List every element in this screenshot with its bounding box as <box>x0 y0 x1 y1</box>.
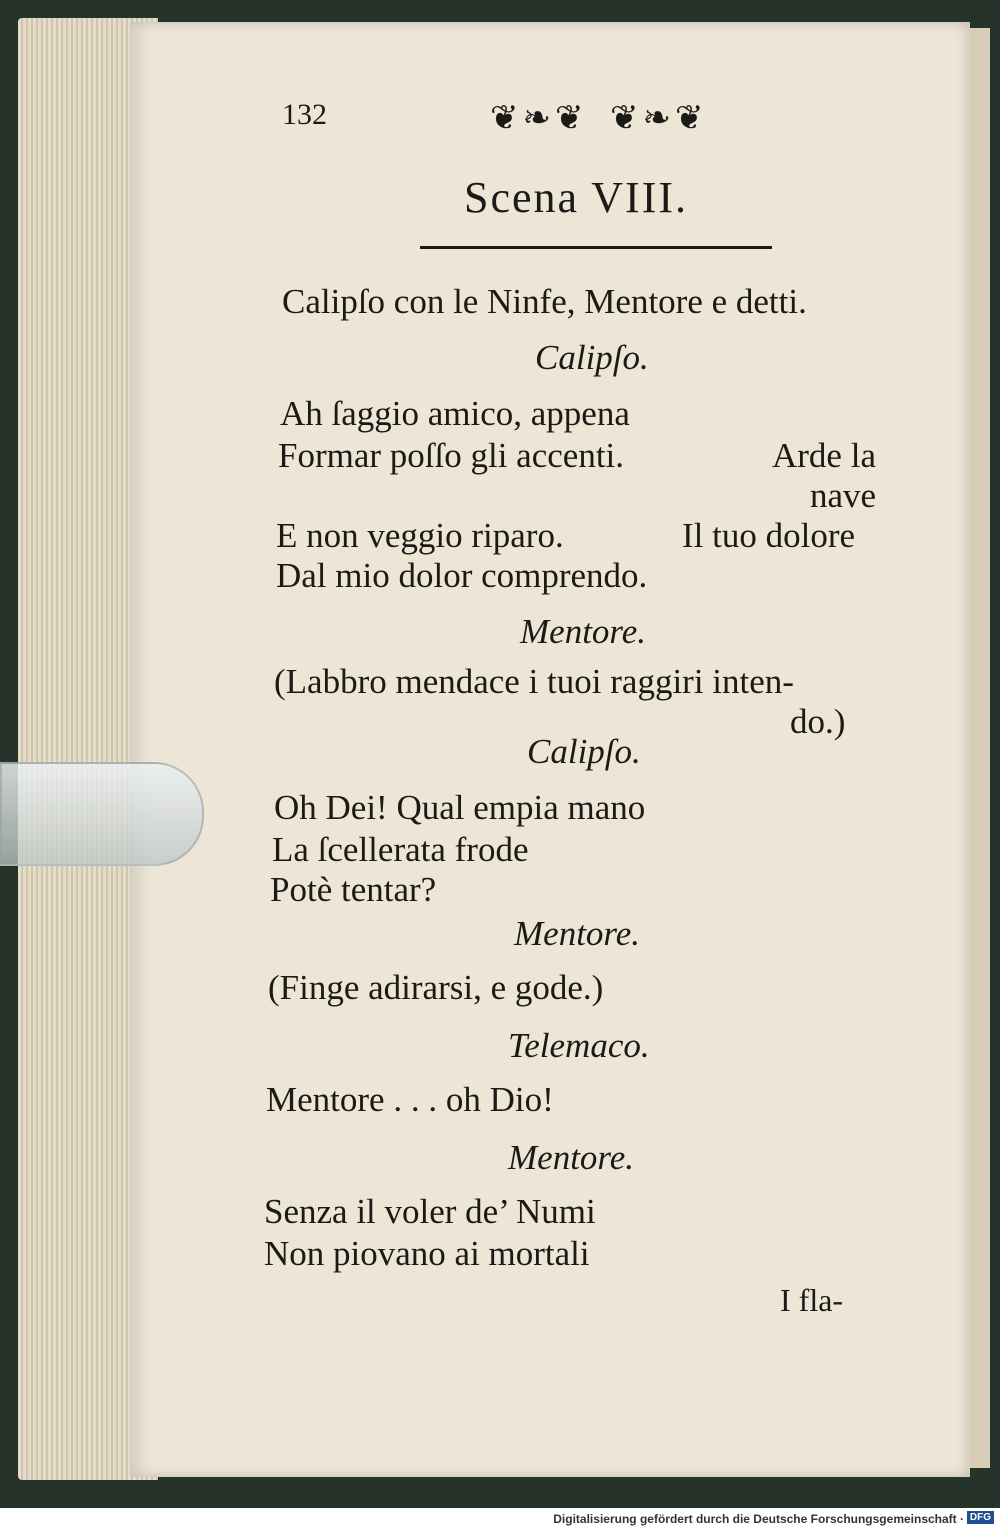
verse-line: nave <box>810 476 877 515</box>
speaker-label: Calipſo. <box>535 338 649 377</box>
verse-line: (Finge adirarsi, e gode.) <box>268 968 604 1007</box>
page-number: 132 <box>282 98 327 131</box>
speaker-label: Mentore. <box>520 612 647 651</box>
footer-credit: Digitalisierung gefördert durch die Deutsche Forschungsgemeinschaft · <box>553 1512 964 1526</box>
verse-line: Mentore . . . oh Dio! <box>266 1080 554 1119</box>
verse-line: Senza il voler de’ Numi <box>264 1192 596 1231</box>
ornament-icon: ❦❧❦ <box>490 100 588 137</box>
verse-line: Potè tentar? <box>270 870 437 909</box>
verse-line: (Labbro mendace i tuoi raggiri inten- <box>274 662 794 701</box>
verse-line: Formar poſſo gli accenti. <box>278 436 625 475</box>
dfg-logo-icon: DFG <box>967 1511 994 1524</box>
speaker-label: Calipſo. <box>527 732 641 771</box>
cast-line: Calipſo con le Ninfe, Mentore e detti. <box>282 282 807 321</box>
verse-line: Arde la <box>772 436 876 475</box>
catchword: I fla- <box>780 1282 844 1318</box>
verse-line: Non piovano ai mortali <box>264 1234 590 1273</box>
verse-line: Il tuo dolore <box>682 516 856 555</box>
verse-line: La ſcellerata frode <box>272 830 529 869</box>
footer-bar <box>0 1508 1000 1531</box>
page-clip <box>0 762 204 866</box>
scene-title: Scena VIII. <box>464 173 688 222</box>
verse-line: do.) <box>790 702 846 741</box>
speaker-label: Telemaco. <box>508 1026 650 1065</box>
speaker-label: Mentore. <box>514 914 641 953</box>
speaker-label: Mentore. <box>508 1138 635 1177</box>
verse-line: E non veggio riparo. <box>276 516 564 555</box>
verse-line: Dal mio dolor comprendo. <box>276 556 648 595</box>
verse-line: Ah ſaggio amico, appena <box>280 394 630 433</box>
title-rule <box>420 246 772 249</box>
ornament-icon: ❦❧❦ <box>610 100 708 137</box>
verse-line: Oh Dei! Qual empia mano <box>274 788 646 827</box>
